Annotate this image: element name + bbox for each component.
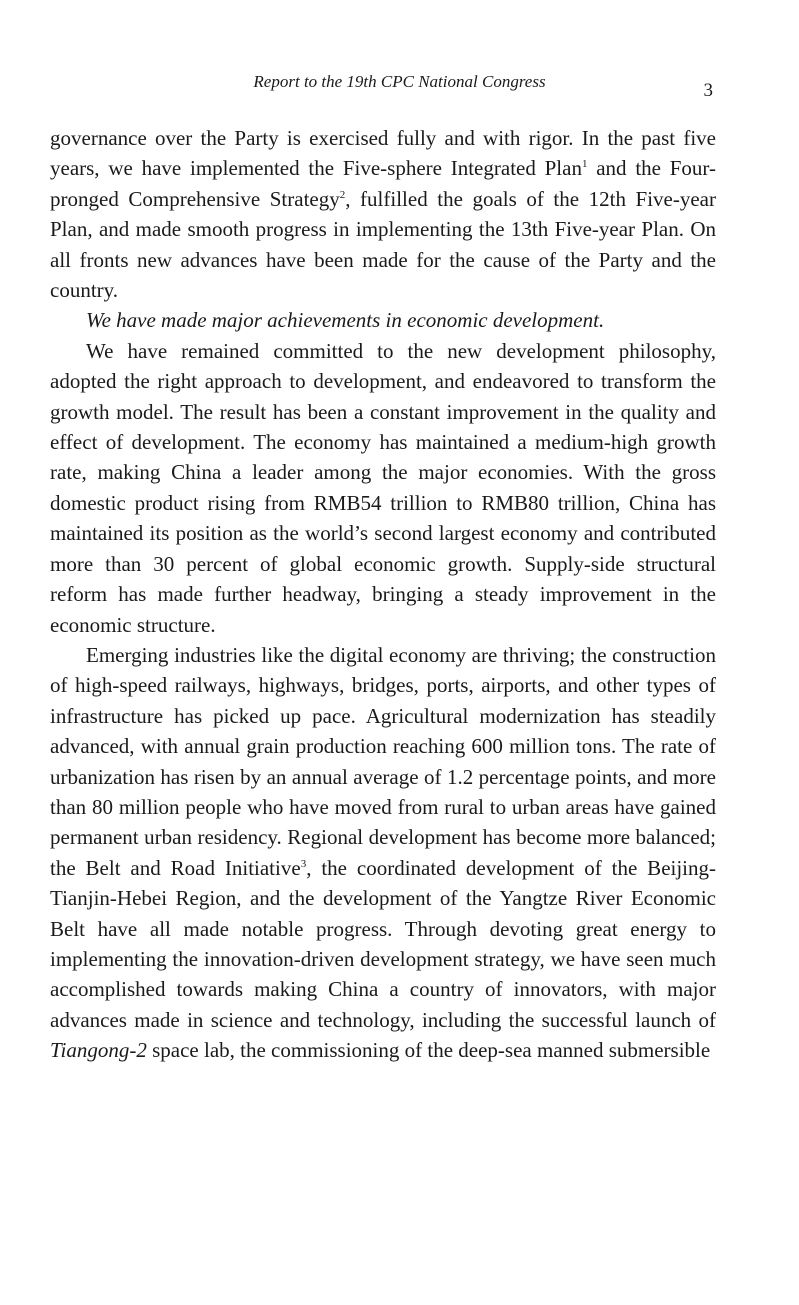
paragraph-text: governance over the Party is exercised fully and with rigor. In the past five years, we have implemented the Five-sphere Integrated Plan	[50, 126, 716, 181]
footnote-marker-1: 1	[581, 158, 588, 171]
footnote-marker-3: 3	[300, 857, 307, 870]
page-number: 3	[703, 80, 713, 101]
paragraph-text: space lab, the commissioning of the deep-sea manned submersible	[146, 1038, 711, 1063]
footnote-marker-2: 2	[339, 188, 346, 201]
paragraph-text: , fulfilled the goals of the 12th Five-year Plan, and made smooth progress in implementing the 13th Five-year Plan. On all fronts new advances have been made for the cause of the Party and the country.	[50, 186, 716, 303]
paragraph-development-philosophy: We have remained committed to the new development philosophy, adopted the right approach to development, and endeavored to transform the growth model. The result has been a constant improvement in the quality and effect of development. The economy has maintained a medium-high growth rate, making China a leader among the major economies. With the gross domestic product rising from RMB54 trillion to RMB80 trillion, China has maintained its position as the world’s second largest economy and contributed more than 30 percent of global economic growth. Supply-side structural reform has made further headway, bringing a steady improvement in the economic structure.	[50, 338, 716, 637]
paragraph-emerging-industries	[50, 640, 716, 1066]
section-subheading: We have made major achievements in economic development.	[86, 308, 605, 333]
paragraph-text: , the coordinated development of the Beijing-Tianjin-Hebei Region, and the development of the Yangtze River Economic Belt have all made notable progress. Through devoting great energy to implementing the innovation-driven development strategy, we have seen much accomplished towards making China a country of innovators, with major advances made in science and technology, including the successful launch of	[50, 855, 717, 1032]
paragraph-governance	[50, 123, 716, 305]
body-text	[50, 123, 716, 1066]
italic-term: Tiangong-2	[50, 1038, 147, 1063]
paragraph-text: and the Four-pronged Comprehensive Strategy	[50, 156, 717, 211]
paragraph-text: Emerging industries like the digital economy are thriving; the construction of high-speed railways, highways, bridges, ports, airports, and other types of infrastructure has picked up pace. Agricultural modernization has steadily advanced, with annual grain production reaching 600 million tons. The rate of urbanization has risen by an annual average of 1.2 percentage points, and more than 80 million people who have moved from rural to urban areas have gained permanent urban residency. Regional development has become more balanced; the Belt and Road Initiative	[50, 642, 716, 880]
running-header: Report to the 19th CPC National Congress	[253, 72, 546, 91]
